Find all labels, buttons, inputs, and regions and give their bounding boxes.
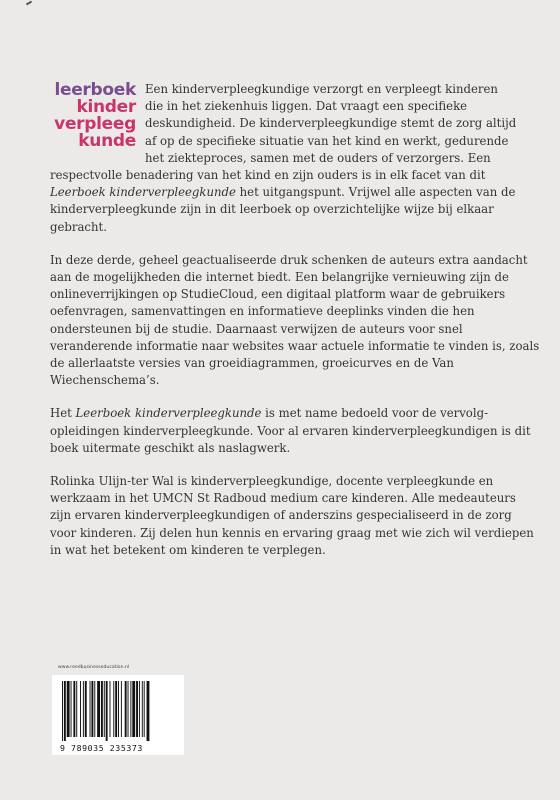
barcode-icon [60, 681, 178, 741]
barcode-bar [121, 681, 122, 737]
barcode-bar [97, 681, 100, 737]
barcode-bar [71, 681, 72, 737]
barcode-bar [125, 681, 127, 737]
paragraph-1-line: die in het ziekenhuis liggen. Dat vraagt een specifieke [145, 99, 468, 114]
paragraph-gap [50, 236, 540, 252]
barcode-bar [144, 681, 145, 737]
barcode-bar [147, 681, 150, 741]
barcode-bar [62, 681, 63, 741]
paragraph-gap [50, 389, 540, 405]
barcode-bar [104, 681, 105, 737]
barcode-bar [80, 681, 81, 737]
p1-rest-text: respectvolle benadering van het kind en zijn ouders is in elk facet van dit [50, 168, 486, 183]
barcode-bar [136, 681, 138, 737]
book-title-italic: Leerboek kinderverpleegkunde [50, 185, 236, 200]
book-title-italic: Leerboek kinderverpleegkunde [75, 406, 262, 421]
paragraph-1-line: Een kinderverpleegkundige verzorgt en verpleegt kinderen [145, 82, 498, 96]
paragraph-2: In deze derde, geheel geactualiseerde druk schenken de auteurs extra aandacht aan de mogelijkheden die internet biedt. Een belangrijke vernieuwing zijn de onlineverrijkingen op StudieCloud, een digitaal platform waar de gebruikers oefenvragen, samenvattingen en informatieve deeplinks vinden die hen ondersteunen bij de studie. Daarnaast verwijzen de auteurs voor snel veranderende informatie naar websites waar actuele informatie te vinden is, zoals de allerlaatste versies van groeidiagrammen, groeicurves en de Van Wiechenschema’s. [50, 252, 540, 388]
barcode-bar [85, 681, 87, 737]
isbn-number: 9 789035 235373 [60, 743, 143, 753]
barcode-bar [132, 681, 135, 737]
barcode-bar [130, 681, 131, 737]
paragraph-1-rest [50, 167, 540, 236]
barcode-bar [128, 681, 129, 737]
barcode-bar [139, 681, 140, 737]
paragraph-1-intro [50, 81, 540, 167]
barcode-area [52, 665, 184, 765]
barcode-bar [83, 681, 84, 737]
barcode-bar [67, 681, 70, 737]
logo-line-kunde: kunde [78, 131, 136, 151]
barcode-bar [94, 681, 95, 737]
barcode-bar [91, 681, 93, 737]
paragraph-gap [50, 457, 540, 473]
p3-text: is met name bedoeld voor de vervolg-opleidingen kinderverpleegkunde. Voor al ervaren kinderverpleegkundigen is dit boek uitermate geschikt als naslagwerk. [50, 406, 531, 455]
barcode-bar [113, 681, 114, 737]
barcode-bar [73, 681, 75, 737]
barcode-bar [118, 681, 119, 737]
paragraph-1-line: het ziekteproces, samen met de ouders of verzorgers. Een [145, 150, 491, 165]
barcode-bar [110, 681, 111, 737]
p1-rest-text: het uitgangspunt. Vrijwel alle aspecten van de kinderverpleegkunde zijn in dit leerboek op overzichtelijke wijze bij elkaar gebracht. [50, 185, 516, 234]
paragraph-4: Rolinka Ulijn-ter Wal is kinderverpleegkundige, docente verpleegkunde en werkzaam in het UMCN St Radboud medium care kinderen. Alle medeauteurs zijn ervaren kinderverpleegkundigen of anderszins gespecialiseerd in de zorg voor kinderen. Zij delen hun kennis en ervaring graag met wie zich wil verdiepen in wat het betekent om kinderen te verplegen. [50, 474, 534, 557]
barcode-bar [90, 681, 91, 737]
pen-mark [26, 1, 32, 6]
logo-line-leerboek: leerboek [54, 80, 136, 100]
publisher-url: www.reedbusinesseducation.nl [58, 665, 130, 670]
logo-line-verpleeg: verpleeg [54, 114, 136, 134]
barcode-bar [76, 681, 77, 737]
barcode-frame [52, 675, 184, 755]
blurb-text [50, 81, 540, 559]
barcode-bar [142, 681, 143, 737]
paragraph-3 [50, 405, 540, 457]
barcode-bar [101, 681, 103, 737]
p3-text: Het [50, 406, 76, 421]
logo-line-kinder: kinder [76, 97, 136, 117]
paragraph-1-line: deskundigheid. De kinderverpleegkundige stemt de zorg altijd [145, 116, 517, 131]
barcode-bar [106, 681, 108, 741]
barcode-bar [64, 681, 66, 741]
paragraph-1-line: af op de specifieke situatie van het kind en werkt, gedurende [145, 133, 509, 148]
barcode-bar [115, 681, 117, 737]
